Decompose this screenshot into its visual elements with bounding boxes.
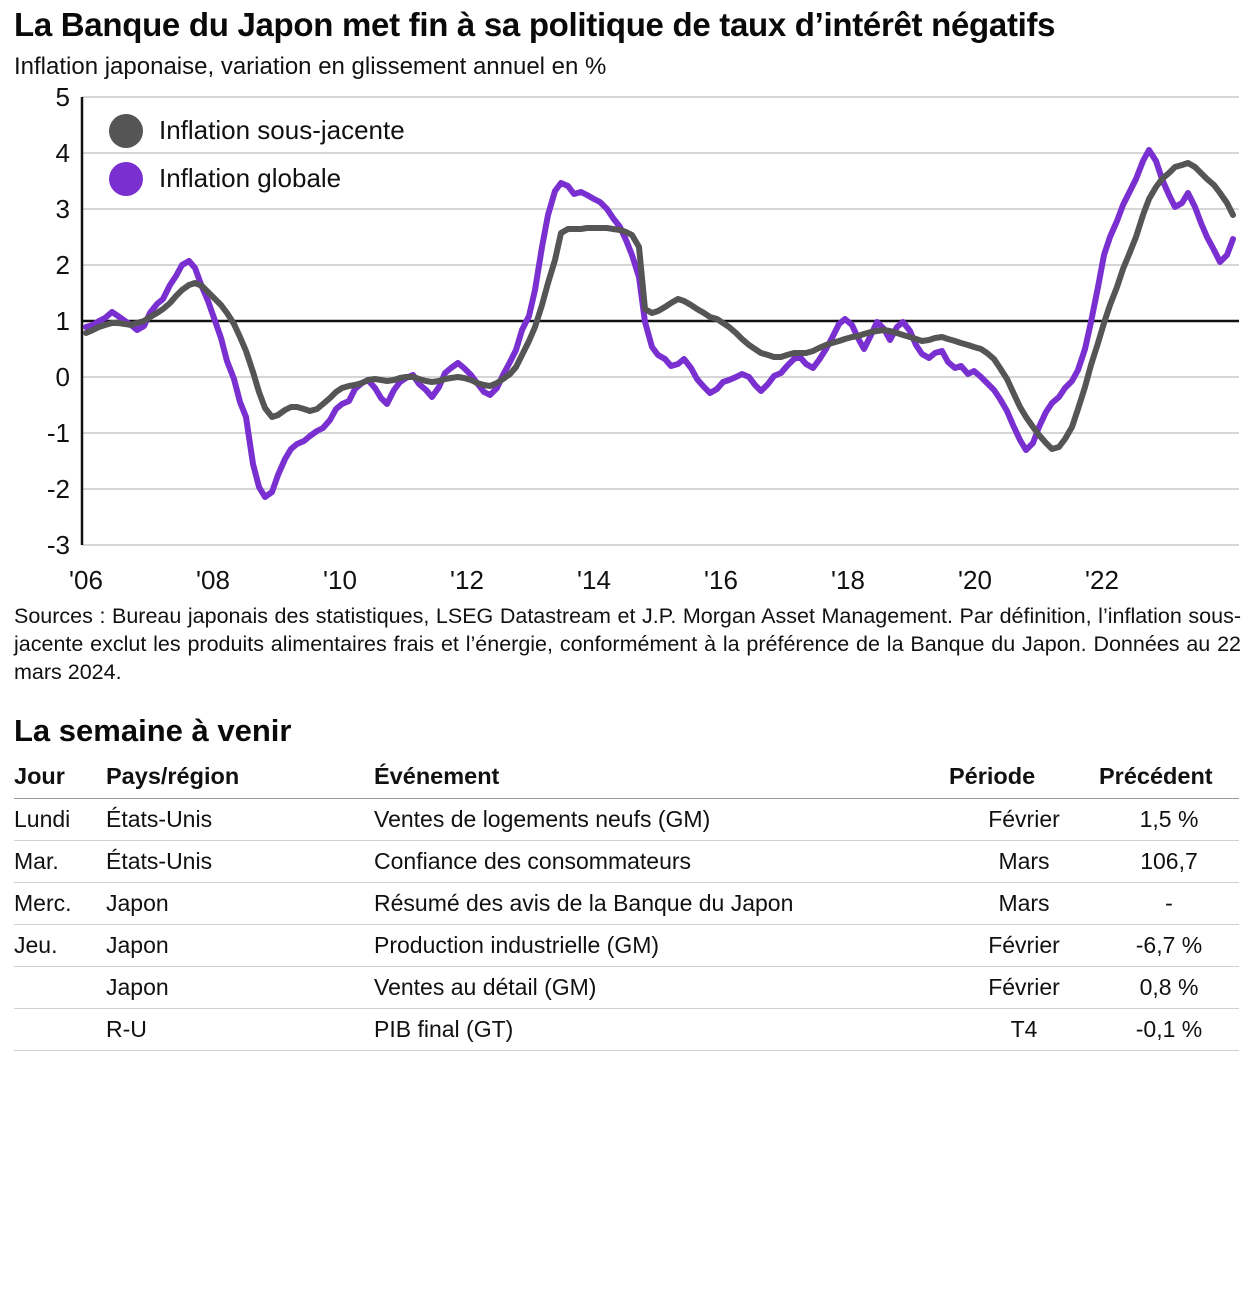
svg-text:4: 4 bbox=[55, 137, 70, 168]
chart-subtitle: Inflation japonaise, variation en glissement annuel en % bbox=[14, 52, 607, 80]
svg-text:0: 0 bbox=[55, 361, 70, 392]
cell-pays: Japon bbox=[106, 966, 374, 1008]
cell-evenement: PIB final (GT) bbox=[374, 1008, 949, 1050]
col-header-pays: Pays/région bbox=[106, 762, 240, 789]
legend-item-core bbox=[109, 107, 405, 155]
source-note: Sources : Bureau japonais des statistiques, LSEG Datastream et J.P. Morgan Asset Management. Par définition, l’inflation sous-jacente exclut les produits alimentaires frais et l’énergie, conformément à la préférence de la Banque du Japon. Données au 22 mars 2024. bbox=[14, 603, 1241, 684]
cell-evenement: Ventes au détail (GM) bbox=[374, 966, 949, 1008]
cell-evenement: Confiance des consommateurs bbox=[374, 840, 949, 882]
cell-precedent: 106,7 bbox=[1099, 840, 1239, 882]
cell-periode: Février bbox=[949, 798, 1099, 840]
cell-pays: Japon bbox=[106, 882, 374, 924]
table-row bbox=[14, 924, 1239, 966]
cell-pays: Japon bbox=[106, 924, 374, 966]
table-header-row bbox=[14, 763, 1239, 799]
col-header-periode: Période bbox=[949, 762, 1036, 789]
svg-text:-2: -2 bbox=[46, 473, 70, 504]
series-inflation-sous-jacente bbox=[86, 163, 1233, 449]
table-row bbox=[14, 882, 1239, 924]
col-header-precedent: Précédent bbox=[1099, 762, 1213, 789]
cell-jour bbox=[14, 1008, 106, 1050]
cell-periode: Mars bbox=[949, 882, 1099, 924]
svg-text:-3: -3 bbox=[46, 529, 70, 560]
svg-text:3: 3 bbox=[55, 193, 70, 224]
table-row bbox=[14, 840, 1239, 882]
cell-precedent: - bbox=[1099, 882, 1239, 924]
legend-item-headline bbox=[109, 155, 405, 203]
week-ahead-title: La semaine à venir bbox=[14, 712, 292, 748]
svg-text:'16: '16 bbox=[704, 564, 738, 595]
cell-periode: Mars bbox=[949, 840, 1099, 882]
chart-legend bbox=[109, 107, 405, 203]
page-title: La Banque du Japon met fin à sa politique de taux d’intérêt négatifs bbox=[14, 6, 1056, 43]
svg-text:'14: '14 bbox=[577, 564, 611, 595]
cell-periode: Février bbox=[949, 966, 1099, 1008]
svg-text:'06: '06 bbox=[69, 564, 103, 595]
cell-precedent: 0,8 % bbox=[1099, 966, 1239, 1008]
svg-text:'10: '10 bbox=[323, 564, 357, 595]
svg-text:2: 2 bbox=[55, 249, 70, 280]
legend-dot-headline bbox=[109, 162, 143, 196]
cell-periode: T4 bbox=[949, 1008, 1099, 1050]
page-root bbox=[0, 6, 1255, 1051]
x-axis-labels bbox=[69, 565, 1119, 595]
col-header-jour: Jour bbox=[14, 762, 65, 789]
svg-text:'18: '18 bbox=[831, 564, 865, 595]
col-header-evenement: Événement bbox=[374, 762, 500, 789]
svg-text:5: 5 bbox=[55, 86, 70, 112]
cell-precedent: 1,5 % bbox=[1099, 798, 1239, 840]
inflation-chart bbox=[14, 87, 1239, 597]
table-row bbox=[14, 966, 1239, 1008]
legend-label-core: Inflation sous-jacente bbox=[159, 115, 405, 146]
cell-precedent: -0,1 % bbox=[1099, 1008, 1239, 1050]
svg-text:'22: '22 bbox=[1085, 564, 1119, 595]
cell-pays: R-U bbox=[106, 1008, 374, 1050]
week-ahead-table bbox=[14, 763, 1239, 1051]
cell-jour: Jeu. bbox=[14, 924, 106, 966]
cell-periode: Février bbox=[949, 924, 1099, 966]
cell-pays: États-Unis bbox=[106, 840, 374, 882]
svg-text:-1: -1 bbox=[46, 417, 70, 448]
svg-text:1: 1 bbox=[55, 305, 70, 336]
cell-jour: Lundi bbox=[14, 798, 106, 840]
cell-precedent: -6,7 % bbox=[1099, 924, 1239, 966]
legend-dot-core bbox=[109, 114, 143, 148]
cell-jour bbox=[14, 966, 106, 1008]
table-row bbox=[14, 798, 1239, 840]
cell-evenement: Production industrielle (GM) bbox=[374, 924, 949, 966]
legend-label-headline: Inflation globale bbox=[159, 163, 342, 194]
cell-evenement: Ventes de logements neufs (GM) bbox=[374, 798, 949, 840]
y-axis-labels bbox=[47, 87, 70, 560]
cell-evenement: Résumé des avis de la Banque du Japon bbox=[374, 882, 949, 924]
svg-text:'20: '20 bbox=[958, 564, 992, 595]
table-row bbox=[14, 1008, 1239, 1050]
cell-pays: États-Unis bbox=[106, 798, 374, 840]
cell-jour: Merc. bbox=[14, 882, 106, 924]
svg-text:'12: '12 bbox=[450, 564, 484, 595]
svg-text:'08: '08 bbox=[196, 564, 230, 595]
cell-jour: Mar. bbox=[14, 840, 106, 882]
